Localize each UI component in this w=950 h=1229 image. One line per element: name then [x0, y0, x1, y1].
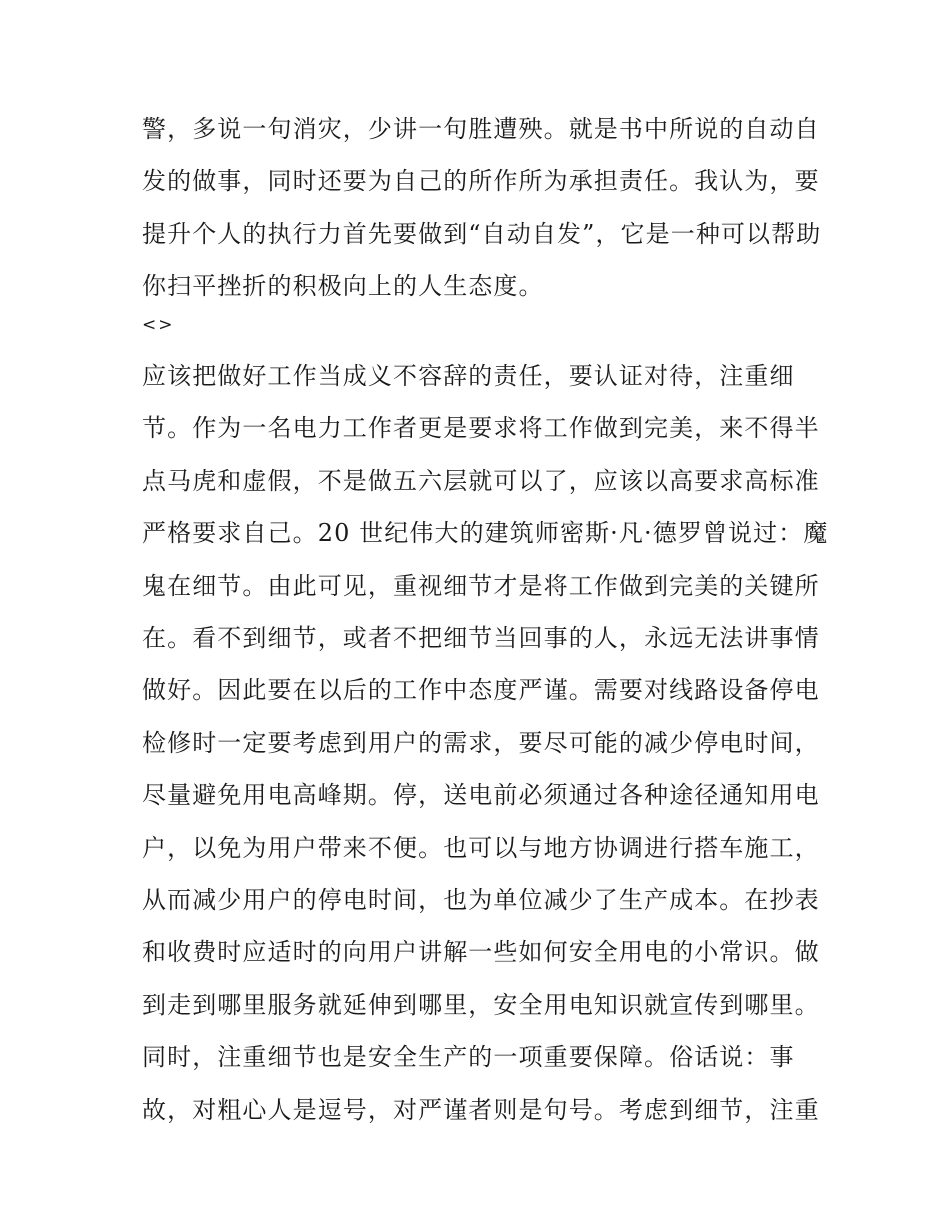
text-line: 尽量避免用电高峰期。停，送电前必须通过各种途径通知用电 [142, 781, 820, 810]
text-line: 鬼在细节。由此可见，重视细节才是将工作做到完美的关键所 [142, 571, 820, 600]
text-line: 做好。因此要在以后的工作中态度严谨。需要对线路设备停电 [142, 676, 820, 705]
text-line: 警，多说一句消灾，少讲一句胜遭殃。就是书中所说的自动自 [142, 115, 820, 143]
text-line: 检修时一定要考虑到用户的需求，要尽可能的减少停电时间， [142, 728, 820, 757]
text-line: 同时，注重细节也是安全生产的一项重要保障。俗话说：事 [142, 1043, 795, 1072]
text-line: 你扫平挫折的积极向上的人生态度。 [142, 272, 544, 301]
text-line: 发的做事，同时还要为自己的所作所为承担责任。我认为，要 [142, 167, 820, 196]
text-line: 点马虎和虚假，不是做五六层就可以了，应该以高要求高标准 [142, 466, 820, 495]
text-line: 和收费时应适时的向用户讲解一些如何安全用电的小常识。做 [142, 938, 820, 967]
text-line: 提升个人的执行力首先要做到“自动自发”，它是一种可以帮助 [142, 219, 822, 248]
section-marker: <> [142, 315, 175, 335]
text-line: 故，对粗心人是逗号，对严谨者则是句号。考虑到细节，注重 [142, 1095, 820, 1124]
text-line: 在。看不到细节，或者不把细节当回事的人，永远无法讲事情 [142, 624, 820, 653]
text-line: 到走到哪里服务就延伸到哪里，安全用电知识就宣传到哪里。 [142, 990, 820, 1019]
paragraph-1 [142, 103, 822, 313]
text-line: 节。作为一名电力工作者更是要求将工作做到完美，来不得半 [142, 414, 820, 443]
text-line: 应该把做好工作当成义不容辞的责任，要认证对待，注重细 [142, 362, 795, 390]
paragraph-2 [142, 350, 829, 1136]
text-line: 户，以免为用户带来不便。也可以与地方协调进行搭车施工， [142, 833, 820, 862]
text-line: 严格要求自己。20 世纪伟大的建筑师密斯·凡·德罗曾说过：魔 [142, 519, 829, 548]
text-line: 从而减少用户的停电时间，也为单位减少了生产成本。在抄表 [142, 886, 820, 915]
